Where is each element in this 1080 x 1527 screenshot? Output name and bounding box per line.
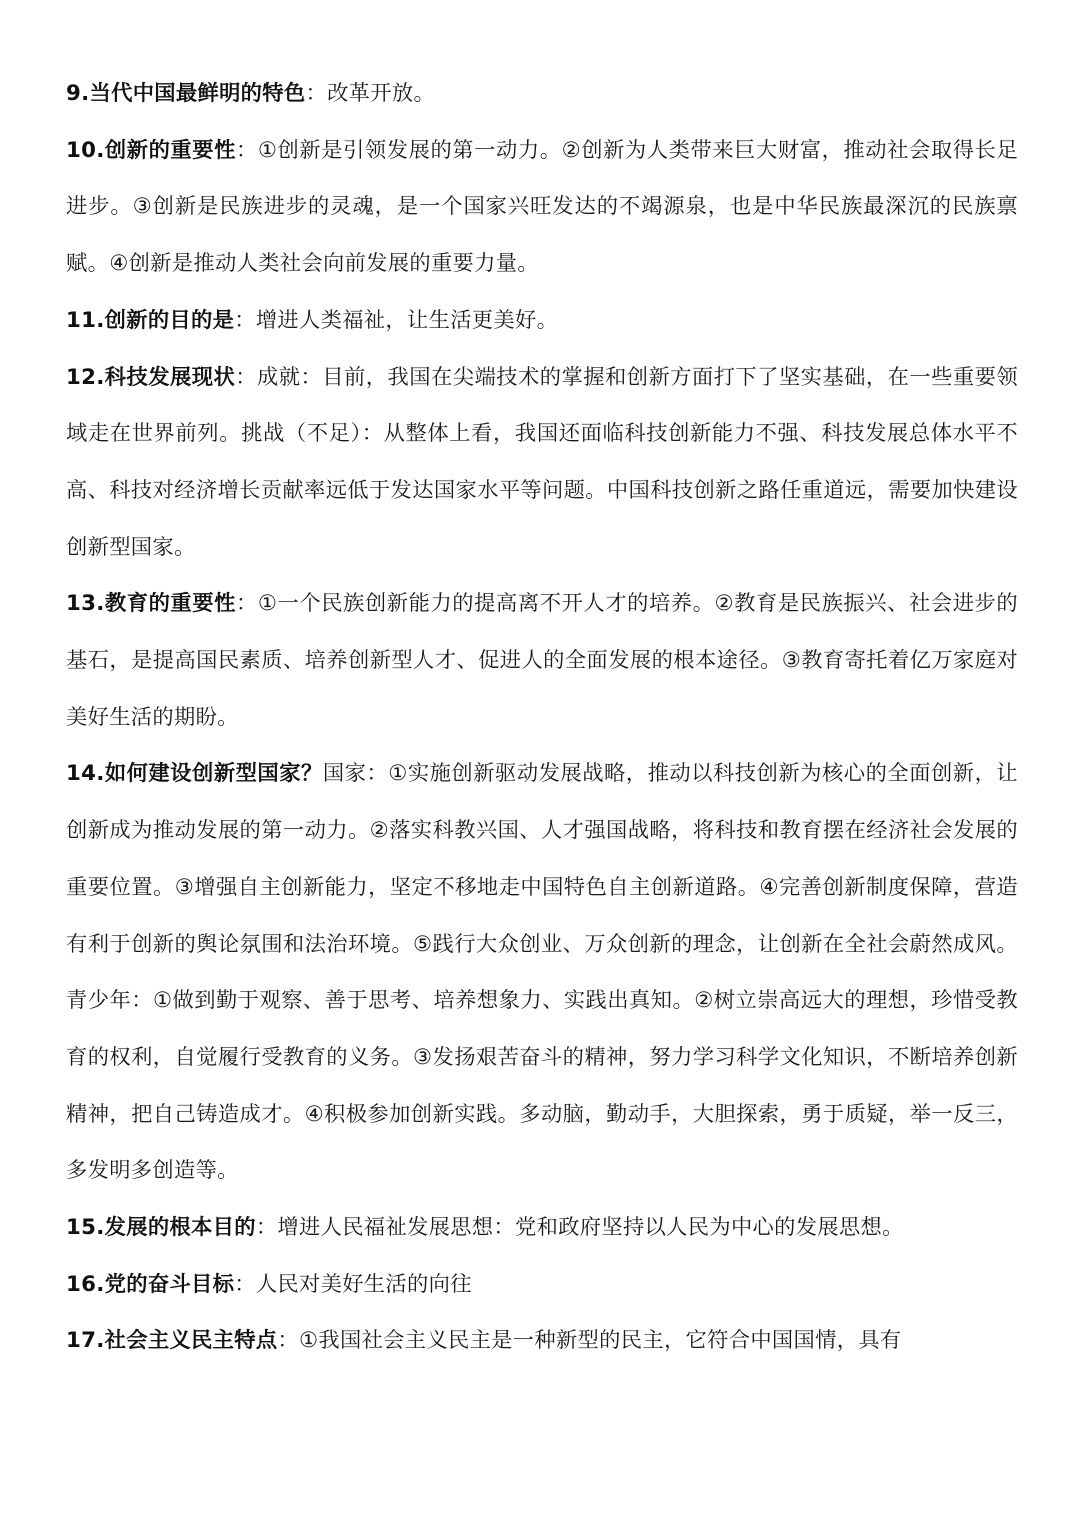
- item-13: [66, 576, 1018, 746]
- item-17-term: 17.社会主义民主特点: [66, 1328, 278, 1354]
- item-9: [66, 66, 1018, 123]
- item-9-term: 9.当代中国最鲜明的特色: [66, 81, 306, 106]
- item-9-body: ：改革开放。: [305, 81, 436, 106]
- item-11: [66, 293, 1018, 350]
- item-11-body: ：增进人类福祉，让生活更美好。: [234, 307, 559, 333]
- item-16-term: 16.党的奋斗目标: [66, 1271, 235, 1297]
- document-page: [66, 66, 1018, 1370]
- item-13-body: ：①一个民族创新能力的提高离不开人才的培养。②教育是民族振兴、社会进步的基石，是提高国民素质、培养创新型人才、促进人的全面发展的根本途径。③教育寄托着亿万家庭对美好生活的期盼。: [66, 591, 1018, 730]
- item-10-body: ：①创新是引领发展的第一动力。②创新为人类带来巨大财富，推动社会取得长足进步。③创新是民族进步的灵魂，是一个国家兴旺发达的不竭源泉，也是中华民族最深沉的民族禀赋。④创新是推动人类社会向前发展的重要力量。: [66, 137, 1018, 277]
- item-17-body: ：①我国社会主义民主是一种新型的民主，它符合中国国情，具有: [277, 1328, 902, 1354]
- item-12-body: ：成就：目前，我国在尖端技术的掌握和创新方面打下了坚实基础，在一些重要领域走在世界前列。挑战（不足）：从整体上看，我国还面临科技创新能力不强、科技发展总体水平不高、科技对经济增长贡献率远低于发达国家水平等问题。中国科技创新之路任重道远，需要加快建设创新型国家。: [66, 364, 1018, 560]
- item-16-body: ：人民对美好生活的向往: [234, 1271, 472, 1297]
- item-10-term: 10.创新的重要性: [66, 137, 236, 163]
- item-15: [66, 1200, 1018, 1257]
- item-13-term: 13.教育的重要性: [66, 591, 236, 617]
- item-12: [66, 350, 1018, 577]
- item-14-term: 14.如何建设创新型国家？: [66, 761, 323, 787]
- item-15-body: ：增进人民福祉发展思想：党和政府坚持以人民为中心的发展思想。: [255, 1215, 904, 1241]
- item-11-term: 11.创新的目的是: [66, 307, 235, 333]
- item-12-term: 12.科技发展现状: [66, 364, 236, 390]
- item-14: [66, 746, 1018, 1200]
- item-15-term: 15.发展的根本目的: [66, 1215, 256, 1241]
- item-16: [66, 1257, 1018, 1314]
- item-17: [66, 1313, 1018, 1370]
- item-10: [66, 123, 1018, 293]
- item-14-body: 国家：①实施创新驱动发展战略，推动以科技创新为核心的全面创新，让创新成为推动发展的第一动力。②落实科教兴国、人才强国战略，将科技和教育摆在经济社会发展的重要位置。③增强自主创新能力，坚定不移地走中国特色自主创新道路。④完善创新制度保障，营造有利于创新的舆论氛围和法治环境。⑤践行大众创业、万众创新的理念，让创新在全社会蔚然成风。青少年：①做到勤于观察、善于思考、培养想象力、实践出真知。②树立崇高远大的理想，珍惜受教育的权利，自觉履行受教育的义务。③发扬艰苦奋斗的精神，努力学习科学文化知识，不断培养创新精神，把自己铸造成才。④积极参加创新实践。多动脑，勤动手，大胆探索，勇于质疑，举一反三，多发明多创造等。: [66, 761, 1018, 1184]
